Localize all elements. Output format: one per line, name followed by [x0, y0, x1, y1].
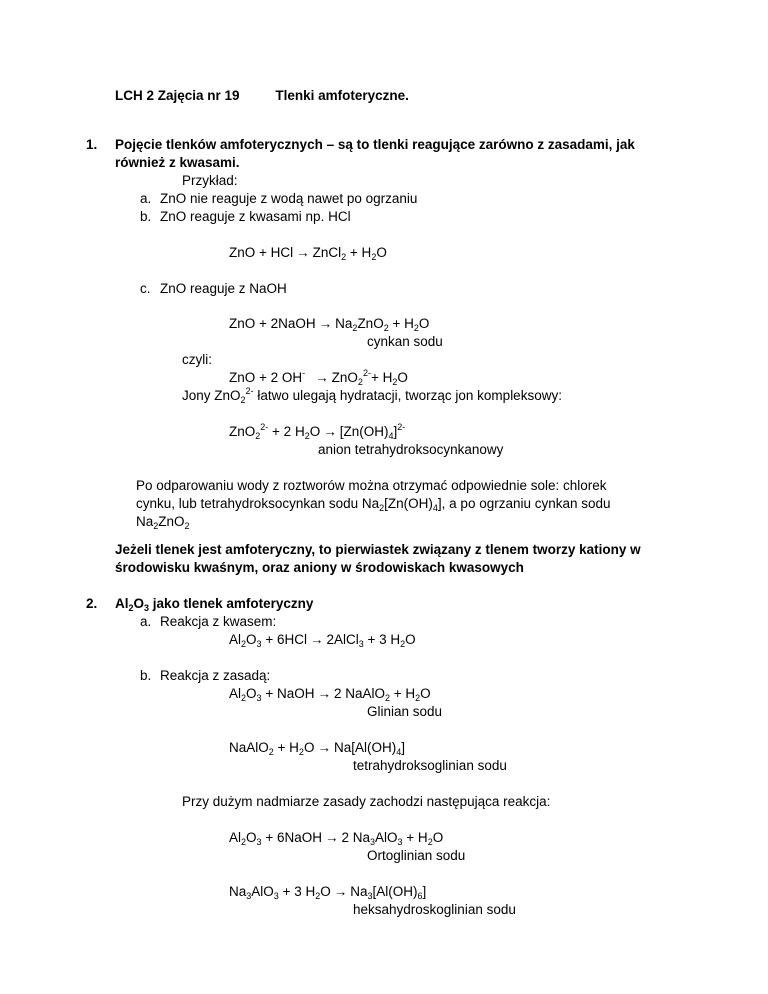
equation-hydration: ZnO$_2^{2-}$ + 2 $H_2O \to [Zn(OH)_4]^{2-}$	[229, 422, 406, 441]
tetrahydroksoglinian-label: tetrahydroksoglinian sodu	[353, 758, 507, 773]
item-c-text: ZnO reaguje z NaOH	[160, 281, 287, 296]
equation-al2o3-6naoh: $Al_2O_3$ + 6NaOH → 2 $Na_3AlO_3 + H_2O$	[229, 830, 444, 847]
paragraph-line3: $Na_2ZnO_2$	[136, 514, 190, 531]
equation-al2o3-hcl: $Al_2O_3 + 6HCl$ → 2AlCl$_3$ + 3 $H_2O$	[229, 632, 416, 649]
section-2-item-a: Reakcja z kwasem:	[160, 614, 277, 629]
arrow-icon: →	[324, 830, 339, 845]
item-b-text: ZnO reaguje z kwasami np. HCl	[160, 209, 351, 224]
section-1-heading-line1: Pojęcie tlenków amfoterycznych – są to tlenki reagujące zarówno z zasadami, jak	[115, 137, 635, 152]
paragraph-line2: cynku, lub tetrahydroksocynkan sodu $Na_2[Zn(OH)_4]$, a po ogrzaniu cynkan sodu	[136, 496, 611, 513]
arrow-icon: →	[323, 424, 337, 439]
anion-label: anion tetrahydroksocynkanowy	[318, 442, 504, 457]
section-1-heading-line2: również z kwasami.	[115, 155, 240, 170]
section-1-number: 1.	[86, 137, 98, 152]
list-marker-a: a.	[140, 191, 152, 206]
equation-zno-hcl: ZnO + HCl → ZnCl$_2$ + $H_2O$	[229, 245, 387, 262]
course-label: LCH 2 Zajęcia nr 19	[115, 88, 240, 103]
document-header	[115, 87, 409, 105]
cynkan-sodu-label: cynkan sodu	[367, 334, 443, 349]
paragraph-line1: Po odparowaniu wody z roztworów można otrzymać odpowiednie sole: chlorek	[136, 478, 607, 493]
equation-ionic: ZnO + 2 $OH^- \to ZnO_2^{2-}+ H_2O$	[229, 368, 408, 387]
bold-statement-line2: środowisku kwaśnym, oraz aniony w środowiskach kwasowych	[115, 560, 524, 575]
example-label: Przykład:	[182, 173, 238, 188]
arrow-icon: →	[296, 245, 310, 260]
equation-na3alo3-h2o: $Na_3AlO_3 + 3$ $H_2O \to Na_3[Al(OH)_6]$	[229, 884, 427, 901]
arrow-icon: →	[317, 740, 331, 755]
list-marker-c: c.	[140, 281, 151, 296]
heksahydroskoglinian-label: heksahydroskoglinian sodu	[353, 902, 516, 917]
glinian-sodu-label: Glinian sodu	[367, 704, 443, 719]
topic-title: Tlenki amfoteryczne.	[275, 88, 409, 103]
bold-statement-line1: Jeżeli tlenek jest amfoteryczny, to pierwiastek związany z tlenem tworzy kationy w	[115, 542, 641, 557]
arrow-icon: →	[309, 632, 324, 647]
section-2-marker-b: b.	[140, 668, 152, 683]
equation-al2o3-naoh: $Al_2O_3$ + NaOH → 2 NaAlO$_2$ + $H_2O$	[229, 686, 431, 703]
arrow-icon: →	[315, 370, 329, 385]
section-2-item-b: Reakcja z zasadą:	[160, 668, 271, 683]
equation-naalo2-h2o: NaAlO$_2$ + $H_2O \to Na[Al(OH)_4]$	[229, 740, 405, 757]
arrow-icon: →	[317, 686, 331, 701]
czyli-label: czyli:	[182, 352, 212, 367]
section-2-marker-a: a.	[140, 614, 152, 629]
item-a-text: ZnO nie reaguje z wodą nawet po ogrzaniu	[160, 191, 418, 206]
excess-base-text: Przy dużym nadmiarze zasady zachodzi następująca reakcja:	[182, 794, 551, 809]
section-2-heading: $Al_2O_3$ jako tlenek amfoteryczny	[115, 596, 314, 613]
equation-zno-naoh: ZnO + 2NaOH → $Na_2ZnO_2 + H_2O$	[229, 316, 430, 333]
arrow-icon: →	[318, 316, 333, 331]
list-marker-b: b.	[140, 209, 152, 224]
jony-text: Jony ZnO$_2^{2-}$ łatwo ulegają hydratacji, tworząc jon kompleksowy:	[182, 386, 562, 405]
arrow-icon: →	[333, 884, 348, 899]
section-2-number: 2.	[86, 596, 98, 611]
ortoglinian-label: Ortoglinian sodu	[367, 848, 466, 863]
